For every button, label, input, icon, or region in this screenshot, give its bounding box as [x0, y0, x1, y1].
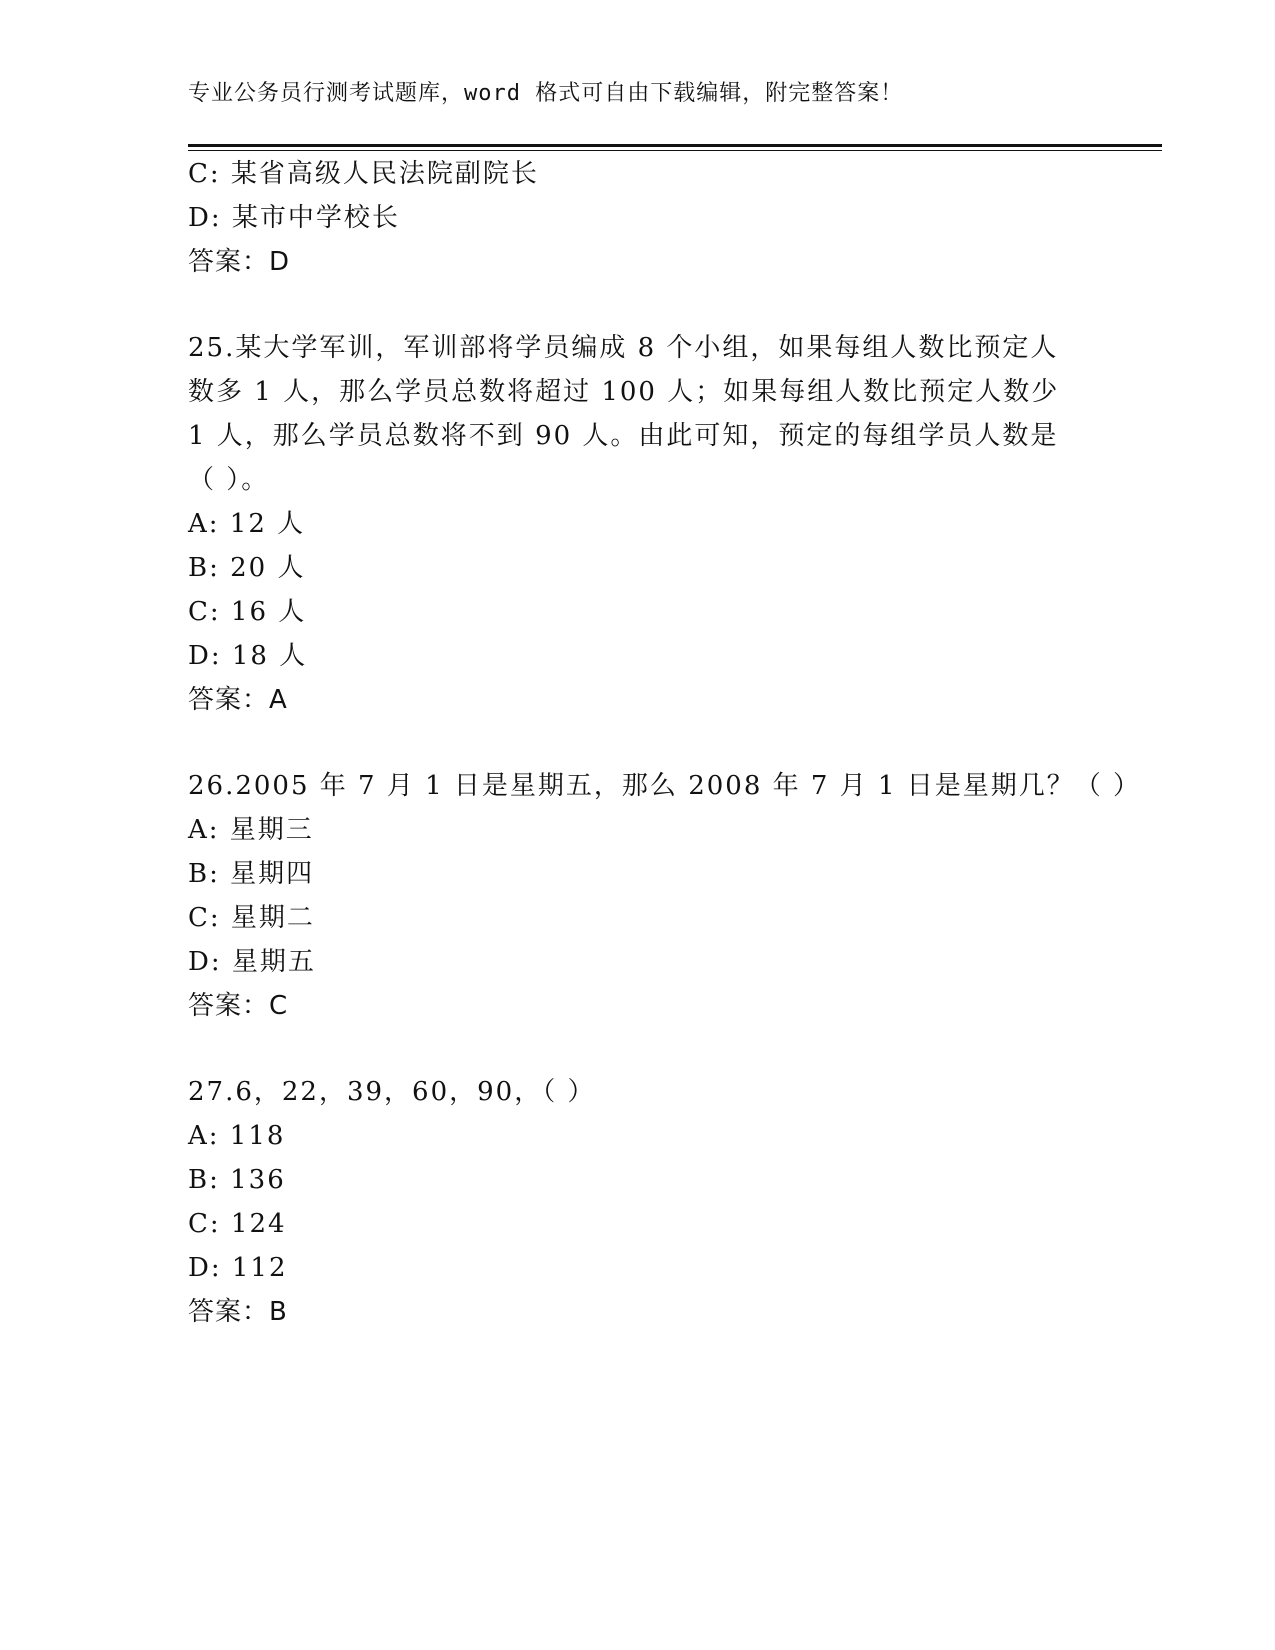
page-header: 专业公务员行测考试题库，word 格式可自由下载编辑，附完整答案！	[188, 81, 904, 106]
q26-option-d: D: 星期五	[188, 947, 316, 977]
header-rule-thick	[188, 144, 1162, 147]
prev-answer: 答案：D	[188, 247, 291, 277]
q27-option-a: A: 118	[188, 1121, 286, 1151]
q25-stem-line-4: （ ）。	[188, 465, 270, 495]
q26-option-b: B: 星期四	[188, 859, 315, 889]
q27-option-c: C: 124	[188, 1209, 287, 1239]
header-rule-thin	[188, 150, 1162, 151]
q27-stem-line-1: 27.6，22，39，60，90，（ ）	[188, 1077, 596, 1107]
q25-answer: 答案：A	[188, 685, 288, 715]
q26-option-c: C: 星期二	[188, 903, 315, 933]
prev-option-d: D: 某市中学校长	[188, 203, 400, 233]
q27-option-b: B: 136	[188, 1165, 286, 1195]
q26-answer: 答案：C	[188, 991, 289, 1021]
q25-option-a: A: 12 人	[188, 509, 306, 539]
q26-option-a: A: 星期三	[188, 815, 314, 845]
q25-stem-line-2: 数多 1 人，那么学员总数将超过 100 人；如果每组人数比预定人数少	[188, 377, 1060, 407]
q25-option-c: C: 16 人	[188, 597, 307, 627]
q27-answer: 答案：B	[188, 1297, 288, 1327]
q25-option-d: D: 18 人	[188, 641, 308, 671]
prev-option-c: C: 某省高级人民法院副院长	[188, 159, 539, 189]
q27-option-d: D: 112	[188, 1253, 288, 1283]
q25-stem-line-3: 1 人，那么学员总数将不到 90 人。由此可知，预定的每组学员人数是	[188, 421, 1059, 451]
q26-stem-line-1: 26.2005 年 7 月 1 日是星期五，那么 2008 年 7 月 1 日是星期几？（ ）	[188, 771, 1142, 801]
q25-stem-line-1: 25.某大学军训，军训部将学员编成 8 个小组，如果每组人数比预定人	[188, 333, 1059, 363]
q25-option-b: B: 20 人	[188, 553, 306, 583]
